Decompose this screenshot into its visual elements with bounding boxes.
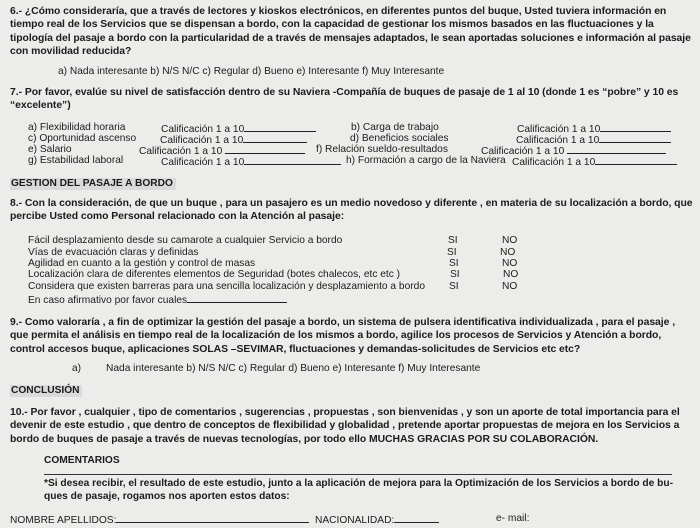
q8-item-2-no[interactable]: NO: [500, 247, 516, 258]
q8-item-5: Considera que existen barreras para una sencilla localización y desplazamiento a bordo: [28, 281, 425, 292]
q7-item-g-rating[interactable]: Calificación 1 a 10: [161, 155, 341, 169]
question-9-options: Nada interesante b) N/S N/C c) Regular d) Bueno e) Interesante f) Muy Interesante: [106, 363, 481, 374]
name-field[interactable]: [116, 513, 309, 523]
nationality-field[interactable]: [394, 513, 439, 523]
q8-item-1-no[interactable]: NO: [502, 235, 518, 246]
question-8-text: 8.- Con la consideración, de que un buque , para un pasajero es un medio novedoso y diferente , en materia de su localización a bordo, que percibe Usted como Personal relacionado con la Atención al pasaje:: [10, 198, 693, 223]
q7-item-f-rating[interactable]: Calificación 1 a 10: [481, 144, 666, 158]
nationality-field-group[interactable]: NACIONALIDAD:: [315, 513, 439, 527]
q7-item-e-label: e) Salario: [28, 144, 72, 155]
q7-item-g-label: g) Estabilidad laboral: [28, 155, 124, 166]
question-9-text: 9.- Como valoraría , a fin de optimizar la gestión del pasaje a bordo, un sistema de pulsera identificativa individualizada , para el pasaje , que permita el análisis en tiempo real de la localización de los mismos a bordo, agilice los procesos de Servicios y Atención a bordo, control accesos buque, aplicaciones SOLAS –SEVIMAR, fluctuaciones y demandas-solicitudes de Servicios etc etc?: [10, 317, 676, 355]
q8-item-5-yes[interactable]: SI: [449, 281, 459, 292]
q8-followup[interactable]: En caso afirmativo por favor cuales: [28, 293, 287, 307]
q7-item-c-rating[interactable]: Calificación 1 a 10: [160, 133, 307, 147]
q7-item-b-label: b) Carga de trabajo: [351, 122, 439, 133]
q7-item-e-field[interactable]: [225, 144, 305, 154]
q7-item-d-rating[interactable]: Calificación 1 a 10: [516, 133, 671, 147]
q7-item-a-label: a) Flexibilidad horaria: [28, 122, 126, 133]
question-10-text: 10.- Por favor , cualquier , tipo de comentarios , sugerencias , propuestas , son bienvenidas , y son un aporte de total importancia para el devenir de este estudio , que dentro de conceptos de flexibilidad y globalidad , pretende aportar propuestas de mejora en los Servicios a bordo de buques de pasaje a través de nuevas tecnologías, por todo ello MUCHAS GRACIAS POR SU COLABORACIÓN.: [10, 407, 680, 445]
section-heading-conclusion: CONCLUSIÓN: [10, 385, 82, 397]
question-7-text: 7.- Por favor, evalúe su nivel de satisfacción dentro de su Naviera -Compañía de buques de pasaje de 1 al 10 (donde 1 es “pobre” y 10 es “excelente”): [10, 87, 679, 112]
q7-item-a-field[interactable]: [244, 122, 316, 132]
q8-item-4-yes[interactable]: SI: [450, 269, 460, 280]
q7-item-c-field[interactable]: [243, 133, 307, 143]
q8-item-1: Fácil desplazamiento desde su camarote a cualquier Servicio a bordo: [28, 235, 343, 246]
q8-item-4: Localización clara de diferentes elementos de Seguridad (botes chalecos, etc etc ): [28, 269, 401, 280]
q8-item-2: Vías de evacuación claras y definidas: [28, 247, 199, 258]
q8-item-4-no[interactable]: NO: [503, 269, 519, 280]
q8-followup-field[interactable]: [187, 293, 287, 303]
question-6-text: 6.- ¿Cómo consideraría, que a través de lectores y kioskos electrónicos, en diferentes puntos del buque, Usted tuviera información en tiempo real de los Servicios que se dispensan a bordo, con la capacidad de gestionar los mismos basados en las fluctuaciones y la tipología del pasaje a bordo con la particularidad de a través de mensajes adaptados, le sean aportadas soluciones e información al pasaje con movilidad reducida?: [10, 6, 691, 58]
q7-item-g-field[interactable]: [244, 155, 341, 165]
q8-item-1-yes[interactable]: SI: [448, 235, 458, 246]
q8-item-3: Agilidad en cuanto a la gestión y control de masas: [28, 258, 256, 269]
q7-item-a-rating[interactable]: Calificación 1 a 10: [161, 122, 316, 136]
q8-item-3-no[interactable]: NO: [502, 258, 518, 269]
email-label[interactable]: e- mail:: [496, 513, 530, 524]
q7-item-d-field[interactable]: [599, 133, 671, 143]
q7-item-h-field[interactable]: [595, 155, 677, 165]
name-field-group[interactable]: NOMBRE APELLIDOS:: [10, 513, 309, 527]
q8-item-2-yes[interactable]: SI: [447, 247, 457, 258]
q8-item-5-no[interactable]: NO: [502, 281, 518, 292]
q7-item-e-rating[interactable]: Calificación 1 a 10: [139, 144, 305, 158]
question-6-options: a) Nada interesante b) N/S N/C c) Regular d) Bueno e) Interesante f) Muy Interesante: [58, 66, 445, 77]
q7-item-b-field[interactable]: [600, 122, 671, 132]
comments-label: COMENTARIOS: [44, 455, 120, 466]
q7-item-f-label: f) Relación sueldo-resultados: [316, 144, 448, 155]
q7-item-f-field[interactable]: [567, 144, 666, 154]
q7-item-b-rating[interactable]: Calificación 1 a 10: [517, 122, 671, 136]
results-request-note: *Si desea recibir, el resultado de este estudio, junto a la aplicación de mejora para la Optimización de los Servicios a bordo de bu-ques de pasaje, rogamos nos aporten estos datos:: [44, 478, 673, 502]
section-heading-gestion: GESTION DEL PASAJE A BORDO: [10, 178, 176, 190]
q9-option-prefix: a): [72, 363, 82, 374]
q7-item-h-rating[interactable]: Calificación 1 a 10: [512, 155, 677, 169]
q7-item-c-label: c) Oportunidad ascenso: [28, 133, 137, 144]
q7-item-d-label: d) Beneficios sociales: [350, 133, 449, 144]
comments-field-line[interactable]: [44, 474, 672, 475]
q7-item-h-label: h) Formación a cargo de la Naviera: [346, 155, 506, 166]
q8-item-3-yes[interactable]: SI: [449, 258, 459, 269]
